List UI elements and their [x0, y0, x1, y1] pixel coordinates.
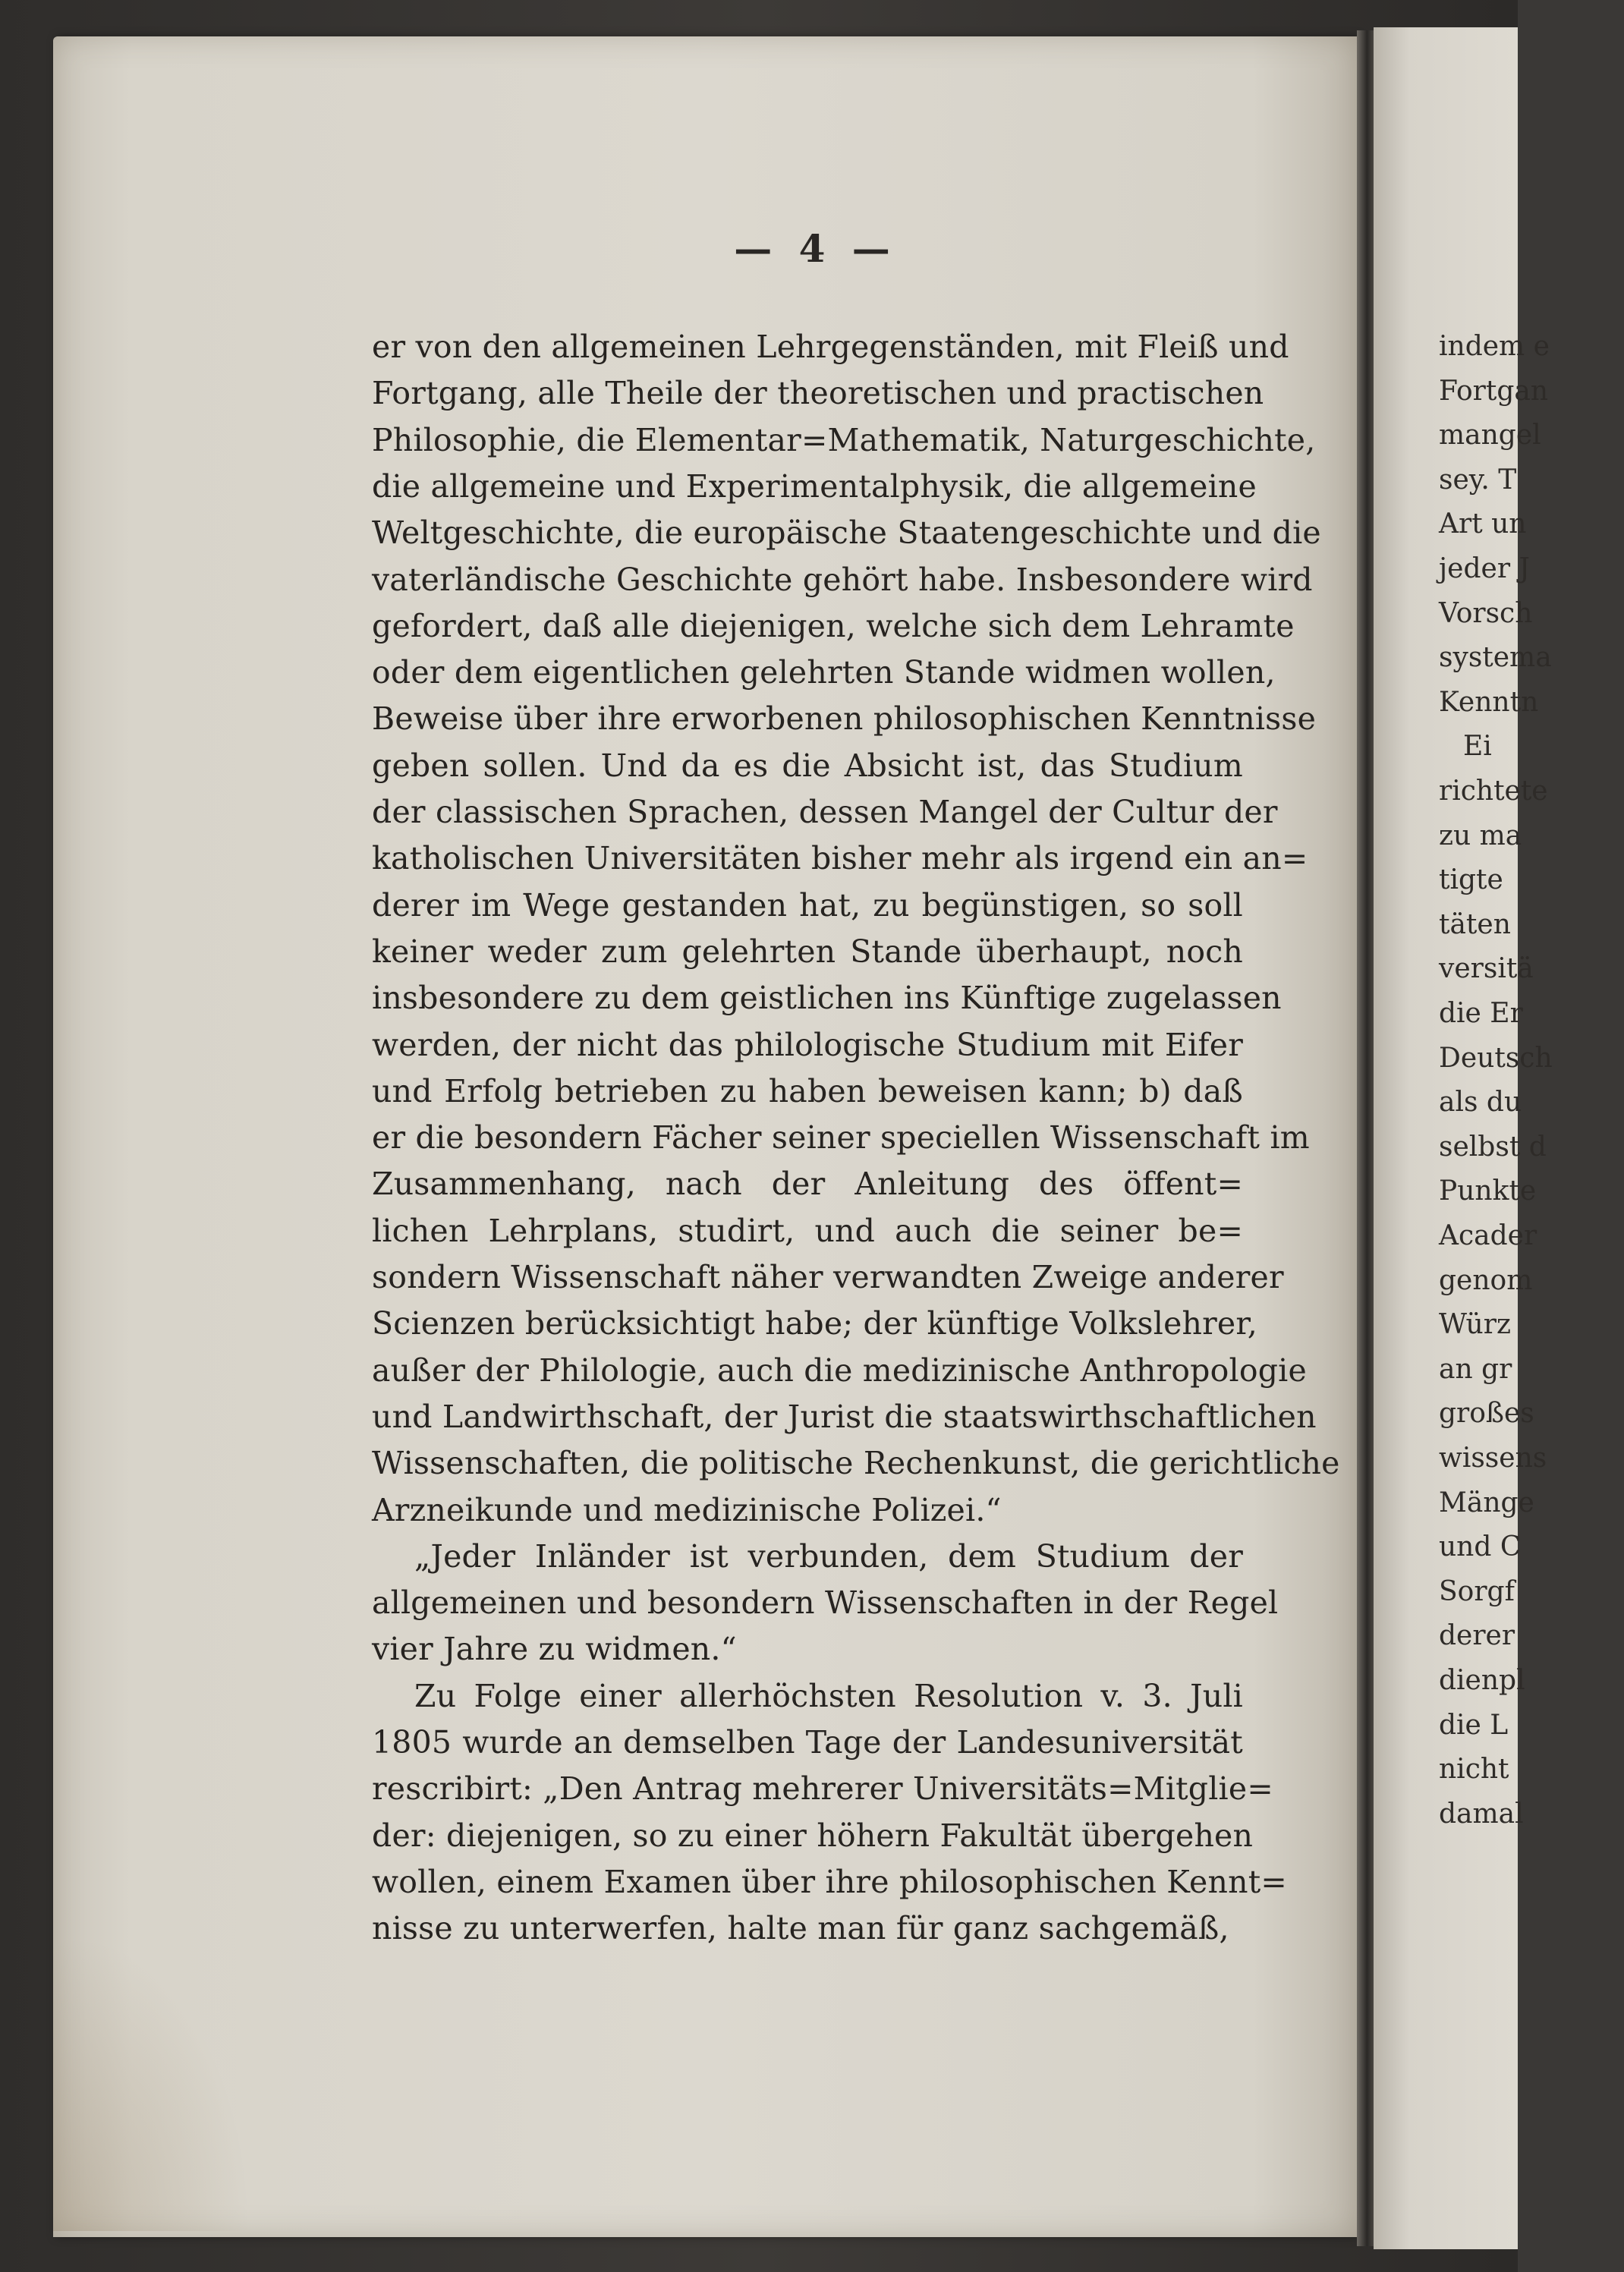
text-line: der classischen Sprachen, dessen Mangel der Cultur der — [372, 794, 1278, 830]
right-page-line: Punkte — [1439, 1175, 1537, 1207]
text-line: der: diejenigen, so zu einer höhern Fakultät übergehen — [372, 1817, 1254, 1854]
text-line: Wissenschaften, die politische Rechenkunst, die gerichtliche — [372, 1445, 1340, 1482]
right-page-line: als du — [1439, 1087, 1522, 1119]
text-line: 1805 wurde an demselben Tage der Landesuniversität — [372, 1724, 1243, 1761]
text-line: Beweise über ihre erworbenen philosophischen Kenntnisse — [372, 700, 1317, 738]
right-page-edge — [1374, 27, 1553, 2249]
right-page-line: Mänge — [1439, 1487, 1534, 1518]
right-page-line: damal — [1439, 1798, 1524, 1830]
right-page-line: Fortgan — [1439, 375, 1549, 407]
right-page-line: derer — [1439, 1620, 1515, 1652]
text-line: vaterländische Geschichte gehört habe. Insbesondere wird — [372, 561, 1313, 598]
text-line: er die besondern Fächer seiner speciellen Wissenschaft im — [372, 1119, 1310, 1156]
text-line: er von den allgemeinen Lehrgegenständen, mit Fleiß und — [372, 329, 1289, 365]
right-page-line: sey. T — [1439, 464, 1517, 496]
right-page-line: systema — [1439, 642, 1552, 674]
right-page-line: Acader — [1439, 1220, 1537, 1251]
page-number: — 4 — — [734, 226, 890, 271]
text-line: wollen, einem Examen über ihre philosophischen Kennt= — [372, 1863, 1287, 1900]
text-line: außer der Philologie, auch die medizinische Anthropologie — [372, 1352, 1307, 1389]
right-page-line: Vorsch — [1439, 597, 1533, 629]
text-line: und Landwirthschaft, der Jurist die staatswirthschaftlichen — [372, 1398, 1317, 1435]
right-page-line: großes — [1439, 1398, 1534, 1430]
right-page-line: die Er — [1439, 998, 1523, 1029]
text-line: Arzneikunde und medizinische Polizei.“ — [372, 1491, 1002, 1528]
right-page-line: tigte — [1439, 864, 1503, 896]
right-page-line: Sorgf — [1439, 1575, 1515, 1607]
text-line: werden, der nicht das philologische Studium mit Eifer — [372, 1026, 1243, 1063]
text-line: Scienzen berücksichtigt habe; der künftige Volkslehrer, — [372, 1305, 1257, 1342]
right-page-line: die L — [1439, 1709, 1509, 1741]
text-line: und Erfolg betrieben zu haben beweisen kann; b) daß — [372, 1072, 1243, 1109]
book-gutter — [1357, 30, 1374, 2246]
right-page-line: richtete — [1439, 776, 1548, 807]
right-page-line: versitä — [1439, 953, 1534, 985]
text-line: allgemeinen und besondern Wissenschaften in der Regel — [372, 1584, 1279, 1622]
text-line: Zu Folge einer allerhöchsten Resolution v. 3. Juli — [414, 1677, 1243, 1714]
text-line: Fortgang, alle Theile der theoretischen und practischen — [372, 375, 1264, 412]
text-line: gefordert, daß alle diejenigen, welche sich dem Lehramte — [372, 607, 1295, 644]
text-line: die allgemeine und Experimentalphysik, die allgemeine — [372, 467, 1257, 505]
right-page-line: an gr — [1439, 1353, 1512, 1385]
right-page-line: Ei — [1463, 731, 1492, 763]
text-line: Philosophie, die Elementar=Mathematik, Naturgeschichte, — [372, 421, 1316, 458]
right-page-line: Deutsch — [1439, 1042, 1553, 1074]
right-page-line: selbst d — [1439, 1131, 1547, 1163]
text-line: Zusammenhang, nach der Anleitung des öffent= — [372, 1166, 1243, 1203]
right-page-line: indem e — [1439, 331, 1550, 362]
text-line: geben sollen. Und da es die Absicht ist, das Studium — [372, 747, 1243, 784]
text-line: vier Jahre zu widmen.“ — [372, 1631, 737, 1668]
text-line: keiner weder zum gelehrten Stande überhaupt, noch — [372, 933, 1243, 970]
right-page-line: wissens — [1439, 1443, 1547, 1474]
right-page-line: dienpl — [1439, 1665, 1525, 1696]
text-line: „Jeder Inländer ist verbunden, dem Studium der — [414, 1537, 1243, 1575]
text-line: rescribirt: „Den Antrag mehrerer Universitäts=Mitglie= — [372, 1770, 1273, 1808]
right-page-line: Würz — [1439, 1309, 1511, 1341]
text-line: katholischen Universitäten bisher mehr als irgend ein an= — [372, 840, 1308, 877]
right-page-line: Art un — [1439, 508, 1527, 540]
right-page-line: zu ma — [1439, 820, 1522, 851]
text-line: nisse zu unterwerfen, halte man für ganz sachgemäß, — [372, 1910, 1229, 1947]
text-line: oder dem eigentlichen gelehrten Stande widmen wollen, — [372, 654, 1276, 691]
right-page-line: und C — [1439, 1531, 1522, 1563]
right-page-line: nicht — [1439, 1754, 1509, 1786]
text-line: Weltgeschichte, die europäische Staatengeschichte und die — [372, 515, 1321, 552]
text-line: derer im Wege gestanden hat, zu begünstigen, so soll — [372, 886, 1243, 924]
right-page-line: Kenntn — [1439, 686, 1539, 718]
right-page-line: jeder J — [1439, 553, 1530, 584]
right-page-line: täten — [1439, 908, 1511, 940]
right-page-line: mangel — [1439, 420, 1541, 452]
right-page-line: genom — [1439, 1264, 1533, 1296]
text-line: insbesondere zu dem geistlichen ins Künftige zugelassen — [372, 980, 1282, 1017]
text-line: lichen Lehrplans, studirt, und auch die seiner be= — [372, 1212, 1243, 1249]
text-line: sondern Wissenschaft näher verwandten Zweige anderer — [372, 1259, 1284, 1295]
